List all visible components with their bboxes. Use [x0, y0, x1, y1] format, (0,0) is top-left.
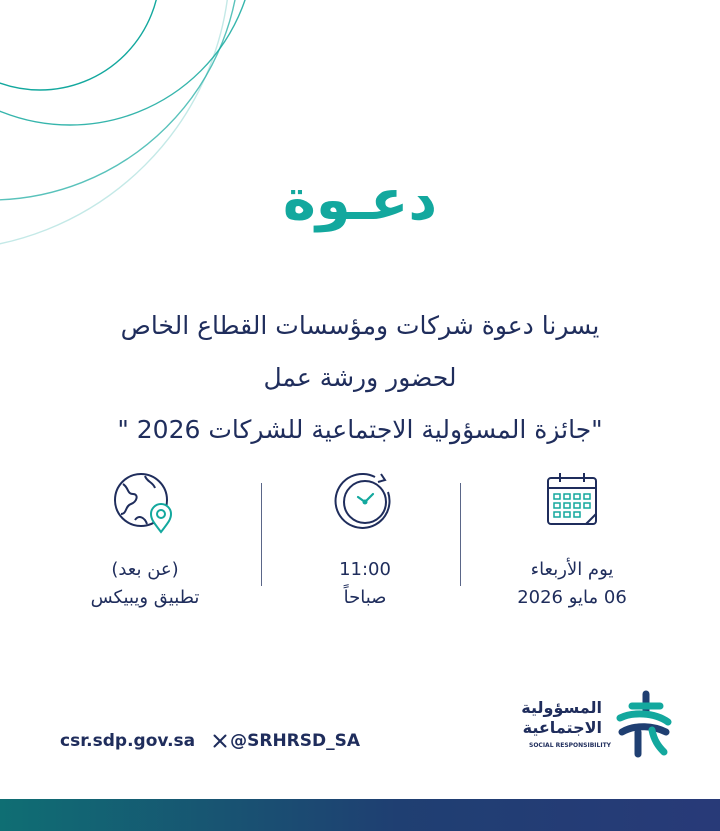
- time-detail: [265, 470, 465, 612]
- event-time-period: صباحاً: [343, 587, 387, 608]
- calendar-icon: [472, 470, 672, 540]
- logo-english-text: SOCIAL RESPONSIBILITY: [529, 742, 612, 749]
- event-day: يوم الأربعاء: [530, 559, 614, 580]
- page-title: دعـوة: [282, 168, 438, 233]
- event-platform: تطبيق ويبيكس: [90, 587, 200, 608]
- bottom-gradient-bar: [0, 799, 720, 831]
- logo: [520, 688, 680, 758]
- clock-icon: [265, 470, 465, 540]
- social-handle-text: @SRHRSD_SA: [230, 731, 361, 751]
- invitation-line-2: لحضور ورشة عمل: [263, 363, 457, 392]
- date-detail: [472, 470, 672, 612]
- invitation-line-3: "جائزة المسؤولية الاجتماعية للشركات 2026 ": [117, 415, 603, 444]
- social-handle[interactable]: [213, 728, 360, 754]
- event-time: 11:00: [339, 559, 391, 580]
- website-link[interactable]: csr.sdp.gov.sa: [60, 731, 196, 751]
- footer-contact: [60, 728, 360, 754]
- x-logo-icon: [213, 734, 227, 748]
- event-date: 06 مايو 2026: [517, 587, 627, 608]
- divider: [261, 483, 262, 586]
- logo-mark-icon: [614, 690, 674, 758]
- globe-location-icon: [45, 470, 245, 540]
- event-mode: (عن بعد): [111, 559, 179, 580]
- location-detail: [45, 470, 245, 612]
- logo-arabic-line1: المسؤولية: [521, 698, 602, 717]
- logo-arabic-line2: الاجتماعية: [522, 718, 602, 737]
- invitation-line-1: يسرنا دعوة شركات ومؤسسات القطاع الخاص: [120, 311, 600, 340]
- invitation-text: [0, 300, 720, 456]
